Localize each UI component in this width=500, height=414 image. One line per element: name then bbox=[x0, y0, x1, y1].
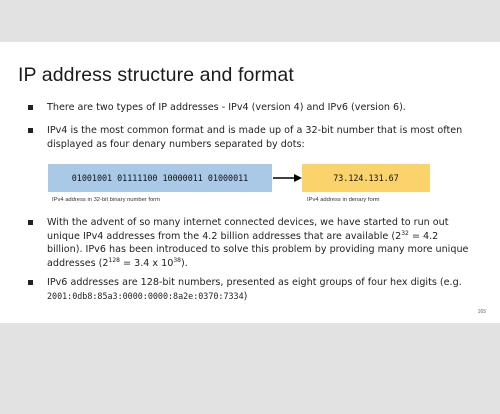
binary-caption: IPv4 address in 32-bit binary number form bbox=[52, 197, 160, 203]
bullet-square-icon bbox=[28, 220, 33, 225]
binary-address-box: 01001001 01111100 10000011 01000011 bbox=[48, 164, 272, 192]
bullet-item-2 bbox=[28, 124, 476, 151]
bullet-square-icon bbox=[28, 105, 33, 110]
bullet-square-icon bbox=[28, 280, 33, 285]
text-run: = 3.4 x 10 bbox=[119, 257, 174, 269]
bullet-item-3 bbox=[28, 216, 476, 270]
arrow-right-icon bbox=[273, 172, 303, 184]
bullet-text bbox=[47, 216, 476, 270]
bullet-text bbox=[47, 276, 476, 303]
text-run: ). bbox=[180, 257, 188, 269]
text-run: = 4.2 billion). IPv6 has been introduced to solve this problem by providing many more unique addresses (2 bbox=[47, 230, 469, 269]
bullet-item-1 bbox=[28, 101, 476, 115]
page-number: 165 bbox=[477, 309, 486, 315]
bullet-text: There are two types of IP addresses - IPv4 (version 4) and IPv6 (version 6). bbox=[47, 102, 406, 113]
bullet-item-4 bbox=[28, 276, 476, 303]
text-run: IPv6 addresses are 128-bit numbers, presented as eight groups of four hex digits (e.g. bbox=[47, 277, 462, 288]
superscript: 128 bbox=[108, 256, 120, 264]
slide-title: IP address structure and format bbox=[18, 64, 294, 86]
bullet-text: IPv4 is the most common format and is made up of a 32-bit number that is most often displayed as four denary numbers separated by dots: bbox=[47, 125, 463, 150]
text-run: ) bbox=[243, 290, 248, 302]
superscript: 32 bbox=[401, 229, 409, 237]
text-run: With the advent of so many internet connected devices, we have started to run out unique IPv4 addresses from the 4.2 billion addresses that are available (2 bbox=[47, 217, 449, 242]
bullet-square-icon bbox=[28, 128, 33, 133]
ipv6-example: 2001:0db8:85a3:0000:0000:8a2e:0370:7334 bbox=[47, 290, 244, 301]
superscript: 38 bbox=[173, 256, 181, 264]
denary-address-box: 73.124.131.67 bbox=[302, 164, 430, 192]
slide bbox=[0, 42, 500, 323]
denary-caption: IPv4 address in denary form bbox=[307, 197, 380, 203]
